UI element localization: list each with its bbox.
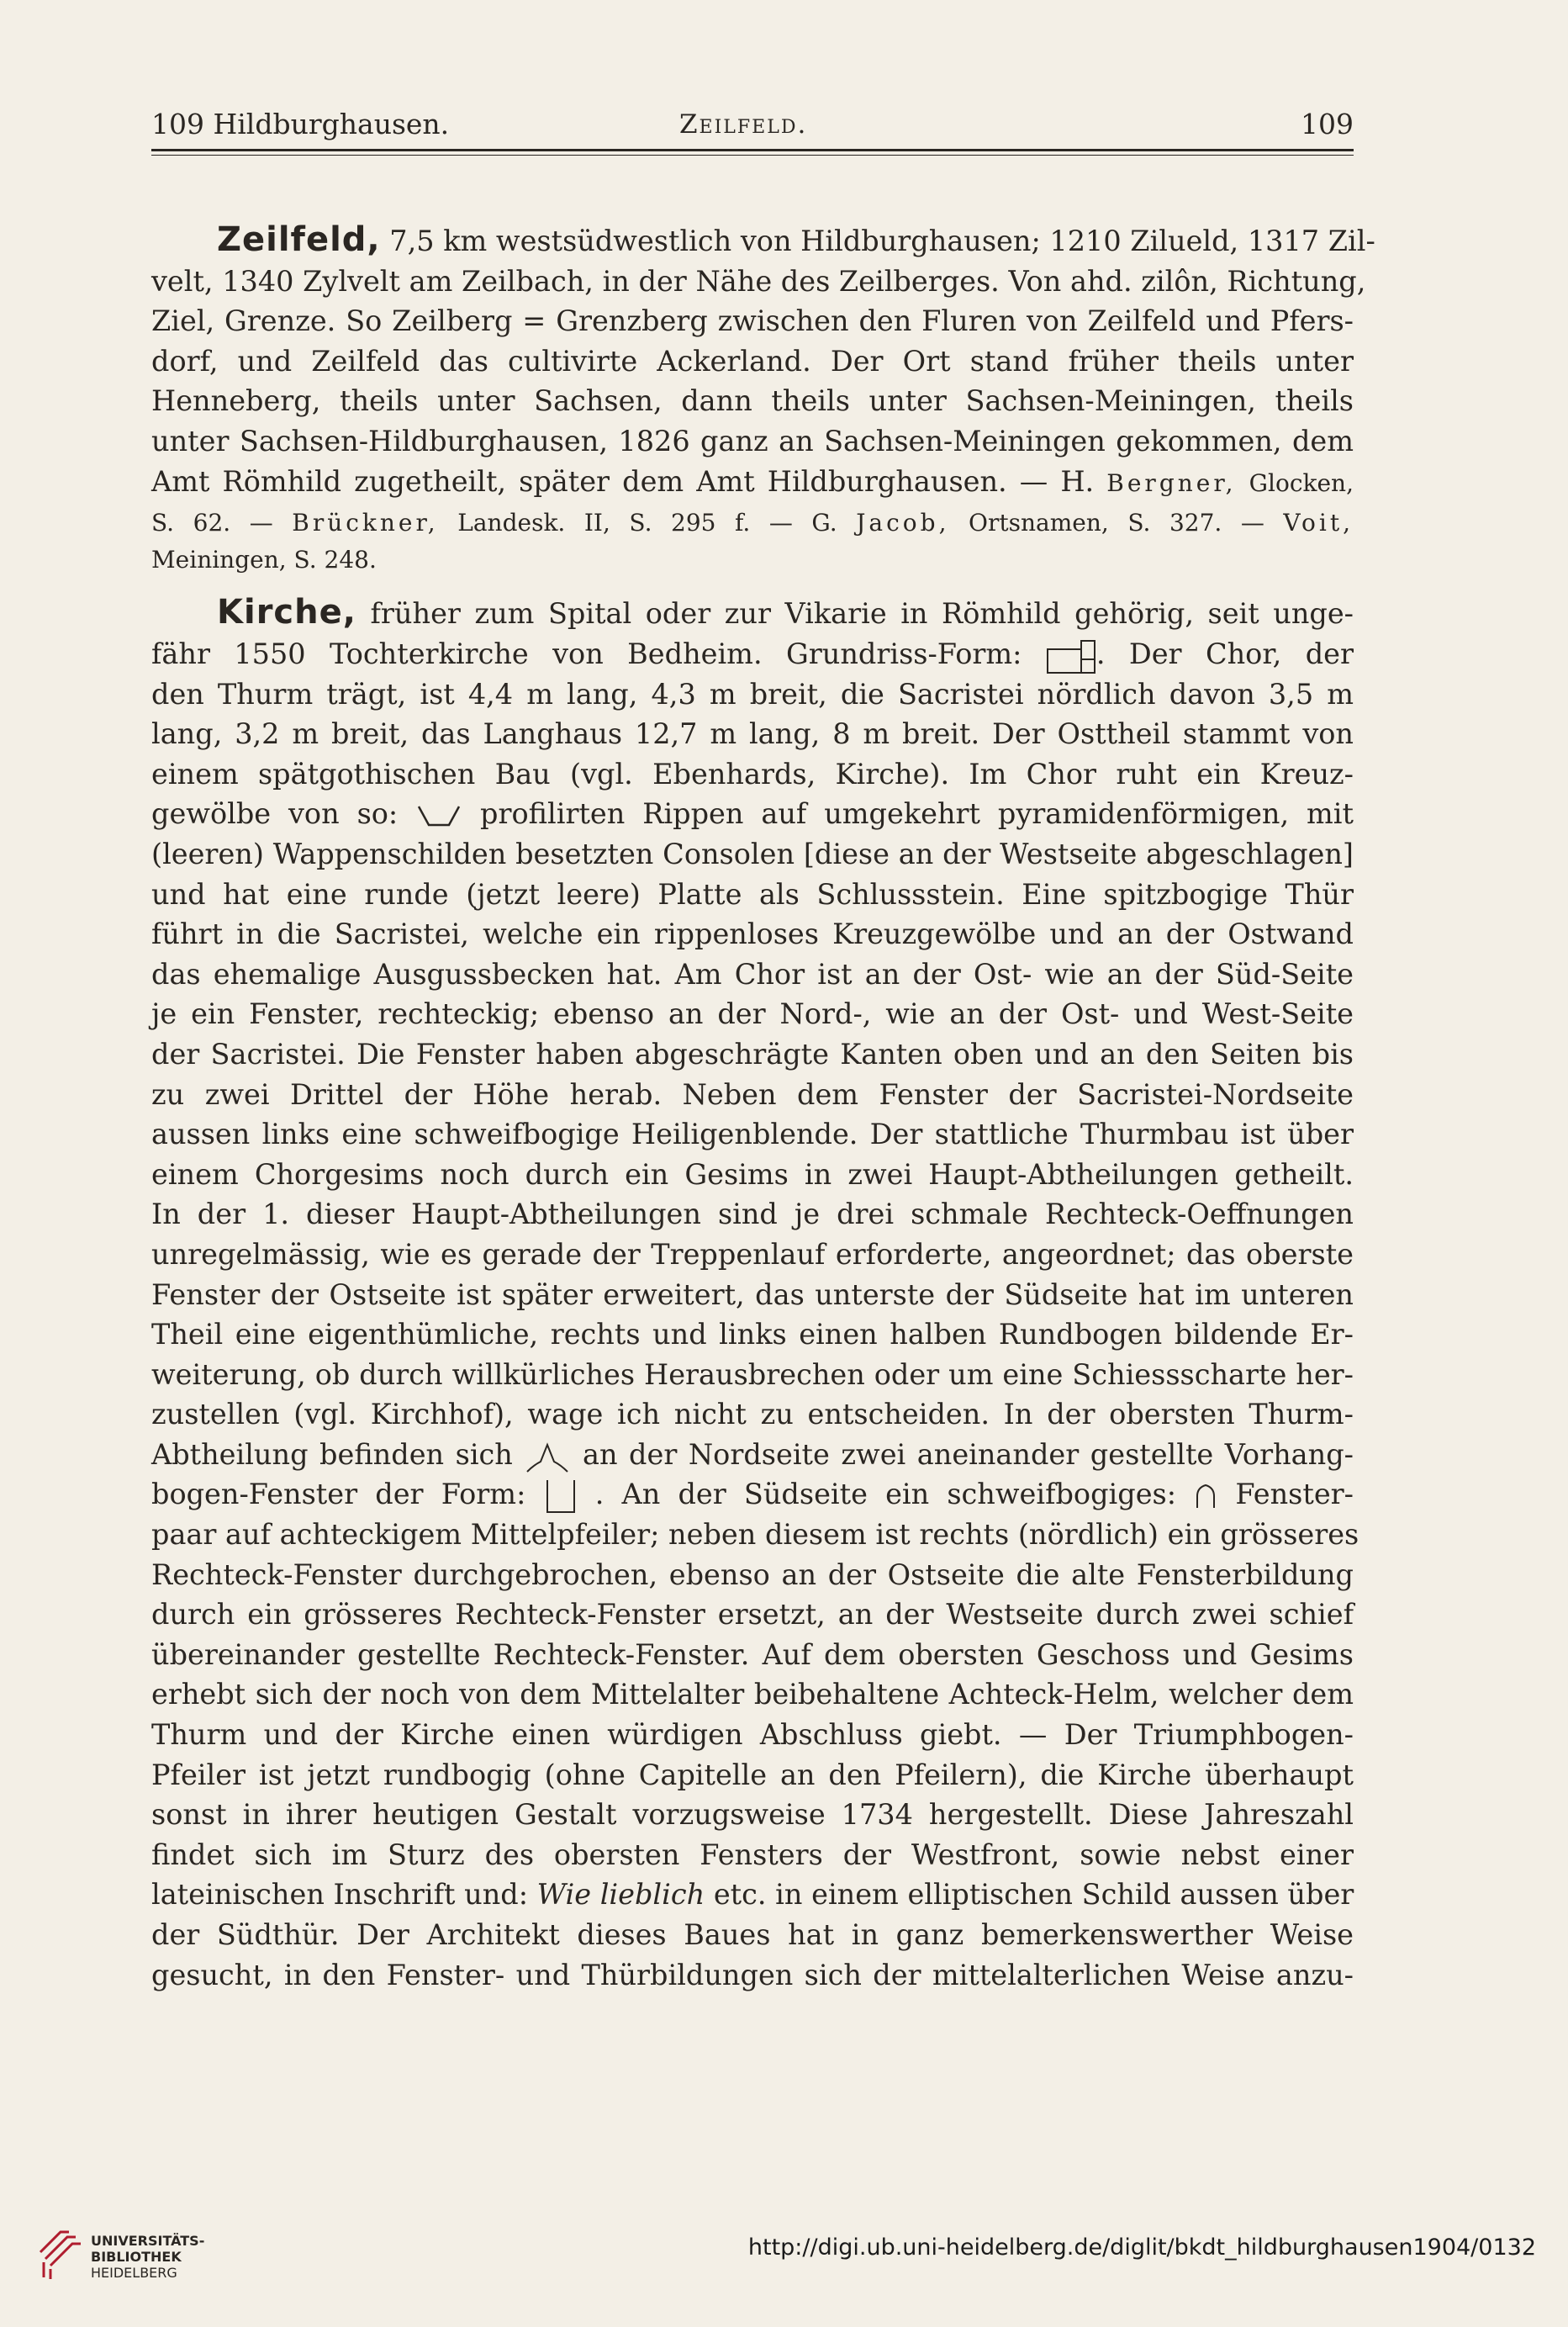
text-line: (leeren) Wappenschilden besetzten Consolen [diese an der Westseite abgeschlagen] (151, 837, 1354, 870)
text-line: gesucht, in den Fenster- und Thürbildungen sich der mittelalterlichen Weise anzu- (151, 1958, 1354, 1991)
text-line: gewölbe von so: profilirten Rippen auf umgekehrt pyramidenförmigen, mit (151, 797, 1354, 831)
text-line: erhebt sich der noch von dem Mittelalter beibehaltene Achteck-Helm, welcher dem (151, 1678, 1354, 1711)
text-line: Kirche, früher zum Spital oder zur Vikarie in Römhild gehörig, seit unge- (217, 593, 1354, 632)
text-line: Henneberg, theils unter Sachsen, dann theils unter Sachsen-Meiningen, theils (151, 384, 1354, 418)
text-line: Meiningen, S. 248. (151, 545, 377, 574)
window-form-figure (544, 1478, 578, 1514)
text-line: Zeilfeld, 7,5 km westsüdwestlich von Hildburghausen; 1210 Zilueld, 1317 Zil- (217, 220, 1375, 259)
text-line: aussen links eine schweifbogige Heiligenblende. Der stattliche Thurmbau ist über (151, 1118, 1354, 1151)
library-logo-text: UNIVERSITÄTS- BIBLIOTHEK HEIDELBERG (91, 2233, 205, 2281)
header-rule-thick (151, 149, 1354, 151)
inscription-quote: Wie lieblich (536, 1878, 705, 1912)
text-line: zustellen (vgl. Kirchhof), wage ich nicht zu entscheiden. In der obersten Thurm- (151, 1398, 1354, 1431)
running-head-center: Zeilfeld. (679, 109, 808, 140)
entry-heading: Zeilfeld, (217, 220, 381, 259)
text-line: Pfeiler ist jetzt rundbogig (ohne Capitelle an den Pfeilern), die Kirche überhaupt (151, 1758, 1354, 1791)
library-logo-icon (35, 2227, 84, 2282)
text-line: dorf, und Zeilfeld das cultivirte Ackerland. Der Ort stand früher theils unter (151, 344, 1354, 378)
header-rule-thin (151, 155, 1354, 156)
text-line: das ehemalige Ausgussbecken hat. Am Chor ist an der Ost- wie an der Süd-Seite (151, 957, 1354, 991)
text-line: einem Chorgesims noch durch ein Gesims in zwei Haupt-Abtheilungen getheilt. (151, 1157, 1354, 1191)
paragraph-kirche (151, 593, 1359, 1995)
curtain-arch-figure (524, 1440, 571, 1473)
text-line: unter Sachsen-Hildburghausen, 1826 ganz an Sachsen-Meiningen gekommen, dem (151, 424, 1354, 457)
text-line: findet sich im Sturz des obersten Fensters der Westfront, sowie nebst einer (151, 1838, 1354, 1871)
text-line: In der 1. dieser Haupt-Abtheilungen sind je drei schmale Rechteck-Oeffnungen (151, 1198, 1354, 1231)
text-line: je ein Fenster, rechteckig; ebenso an der Nord-, wie an der Ost- und West-Seite (151, 997, 1354, 1031)
text-line: lang, 3,2 m breit, das Langhaus 12,7 m lang, 8 m breit. Der Osttheil stammt von (151, 717, 1354, 751)
text-line: S. 62. — Brückner, Landesk. II, S. 295 f. — G. Jacob, Ortsnamen, S. 327. — Voit, (151, 509, 1354, 537)
entry-heading: Kirche, (217, 593, 356, 632)
text-line: einem spätgothischen Bau (vgl. Ebenhards, Kirche). Im Chor ruht ein Kreuz- (151, 757, 1354, 791)
text-line: zu zwei Drittel der Höhe herab. Neben dem Fenster der Sacristei-Nordseite (151, 1077, 1354, 1111)
text-line: der Sacristei. Die Fenster haben abgeschrägte Kanten oben und an den Seiten bis (151, 1037, 1354, 1071)
source-url-link[interactable]: http://digi.ub.uni-heidelberg.de/diglit/bkdt_hildburghausen1904/0132 (747, 2234, 1536, 2261)
text-line: den Thurm trägt, ist 4,4 m lang, 4,3 m breit, die Sacristei nördlich davon 3,5 m (151, 677, 1354, 711)
rib-profile-figure (415, 803, 462, 828)
text-line: sonst in ihrer heutigen Gestalt vorzugsweise 1734 hergestellt. Diese Jahreszahl (151, 1798, 1354, 1832)
text-line: weiterung, ob durch willkürliches Herausbrechen oder um eine Schiessscharte her- (151, 1357, 1354, 1391)
text-line: paar auf achteckigem Mittelpfeiler; neben diesem ist rechts (nördlich) ein grösseres (151, 1518, 1359, 1552)
paragraph-zeilfeld (151, 220, 1375, 577)
text-line: der Südthür. Der Architekt dieses Baues hat in ganz bemerkenswerther Weise (151, 1918, 1354, 1951)
ogee-arch-figure (1194, 1483, 1217, 1510)
text-line: velt, 1340 Zylvelt am Zeilbach, in der Nähe des Zeilberges. Von ahd. zilôn, Richtung, (151, 264, 1366, 298)
text-line: Ziel, Grenze. So Zeilberg = Grenzberg zwischen den Fluren von Zeilfeld und Pfers- (151, 304, 1354, 338)
text-line: Amt Römhild zugetheilt, später dem Amt Hildburghausen. — H. Bergner, Glocken, (151, 464, 1354, 498)
text-line: Theil eine eigenthümliche, rechts und links einen halben Rundbogen bildende Er- (151, 1318, 1354, 1351)
text-line: Thurm und der Kirche einen würdigen Abschluss giebt. — Der Triumphbogen- (151, 1718, 1354, 1752)
text-line: fähr 1550 Tochterkirche von Bedheim. Grundriss-Form: . Der Chor, der (151, 634, 1354, 674)
text-line: unregelmässig, wie es gerade der Treppenlauf erforderte, angeordnet; das oberste (151, 1237, 1354, 1271)
running-head (151, 108, 1354, 141)
text-line: Fenster der Ostseite ist später erweitert, das unterste der Südseite hat im unteren (151, 1277, 1354, 1311)
text-line: durch ein grösseres Rechteck-Fenster ersetzt, an der Westseite durch zwei schief (151, 1598, 1354, 1632)
floor-plan-figure (1046, 637, 1096, 674)
running-head-page-number: 109 (1301, 108, 1354, 140)
text-line: bogen-Fenster der Form: . An der Südseite ein schweifbogiges: Fenster- (151, 1474, 1354, 1515)
text-line: führt in die Sacristei, welche ein rippenloses Kreuzgewölbe und an der Ostwand (151, 918, 1354, 951)
running-head-left: 109 Hildburghausen. (151, 108, 450, 140)
text-line: Rechteck-Fenster durchgebrochen, ebenso an der Ostseite die alte Fensterbildung (151, 1558, 1354, 1591)
text-line: und hat eine runde (jetzt leere) Platte als Schlussstein. Eine spitzbogige Thür (151, 877, 1354, 911)
text-line: übereinander gestellte Rechteck-Fenster. Auf dem obersten Geschoss und Gesims (151, 1637, 1354, 1671)
text-line: Abtheilung befinden sich an der Nordseite zwei aneinander gestellte Vorhang- (151, 1435, 1354, 1475)
text-line: lateinischen Inschrift und: Wie lieblich etc. in einem elliptischen Schild aussen über (151, 1878, 1354, 1912)
